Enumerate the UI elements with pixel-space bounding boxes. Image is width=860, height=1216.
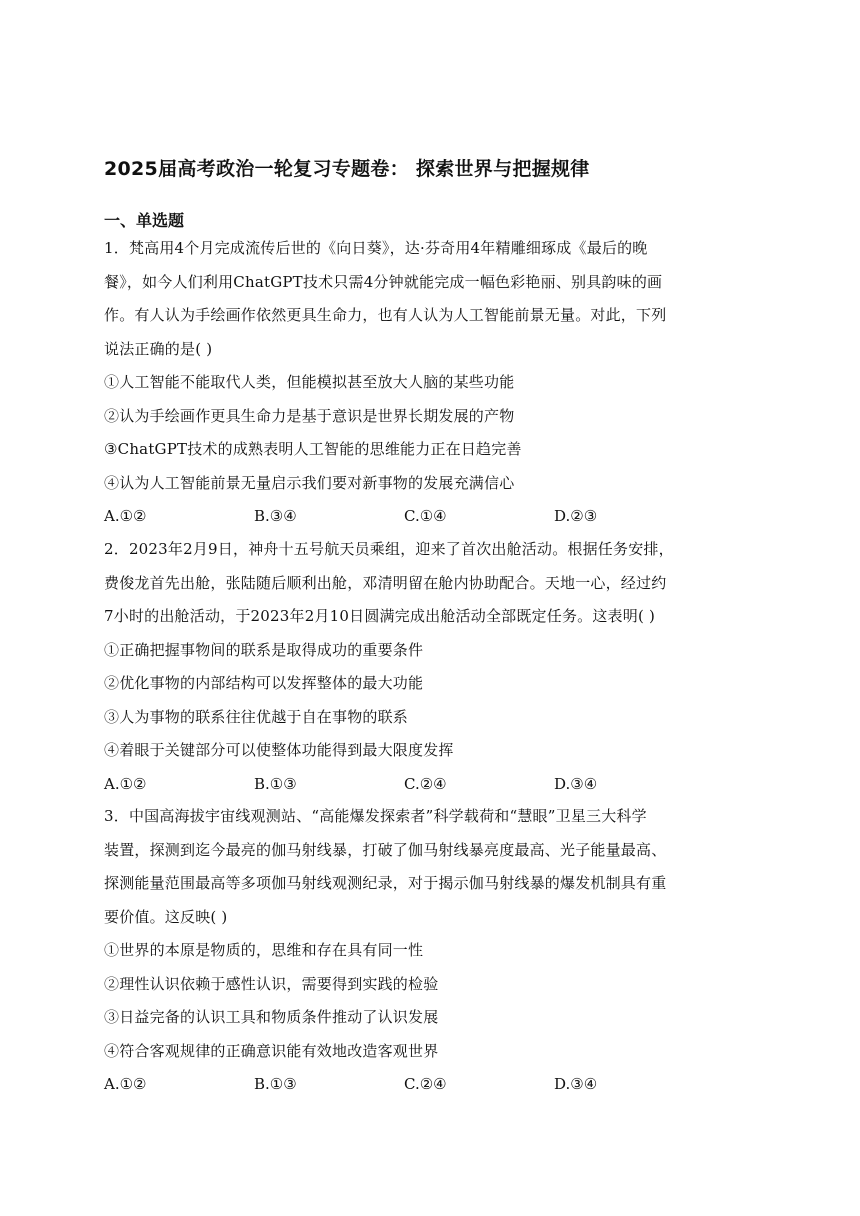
question-stem-line: 7小时的出舱活动，于2023年2月10日圆满完成出舱活动全部既定任务。这表明( ) — [104, 607, 656, 625]
page-title: 2025届高考政治一轮复习专题卷： 探索世界与把握规律 — [104, 158, 590, 180]
answer-options — [104, 768, 760, 802]
question-stem-line: 作。有人认为手绘画作依然更具生命力，也有人认为人工智能前景无量。对此，下列 — [104, 306, 667, 324]
statement-item: ②理性认识依赖于感性认识，需要得到实践的检验 — [104, 974, 439, 993]
question-3 — [104, 800, 760, 1102]
option-b: B.①③ — [254, 1075, 297, 1093]
statement-item: ③ChatGPT技术的成熟表明人工智能的思维能力正在日趋完善 — [104, 440, 522, 458]
option-d: D.③④ — [554, 1075, 598, 1093]
option-d: D.③④ — [554, 774, 598, 793]
answer-options — [104, 500, 760, 534]
question-stem-line: 费俊龙首先出舱，张陆随后顺利出舱，邓清明留在舱内协助配合。天地一心，经过约 — [104, 573, 667, 592]
statement-item: ③日益完备的认识工具和物质条件推动了认识发展 — [104, 1008, 439, 1026]
statement-item: ②认为手绘画作更具生命力是基于意识是世界长期发展的产物 — [104, 406, 515, 425]
statement-item: ①世界的本原是物质的，思维和存在具有同一性 — [104, 941, 424, 959]
statement-item: ②优化事物的内部结构可以发挥整体的最大功能 — [104, 674, 424, 692]
statement-item: ④符合客观规律的正确意识能有效地改造客观世界 — [104, 1041, 439, 1060]
option-d: D.②③ — [554, 507, 598, 525]
question-stem-line: 1．梵高用4个月完成流传后世的《向日葵》，达·芬奇用4年精雕细琢成《最后的晚 — [104, 239, 648, 257]
question-stem-line: 说法正确的是( ) — [104, 339, 213, 358]
option-a: A.①② — [104, 774, 147, 793]
question-1 — [104, 232, 760, 534]
question-stem-line: 2．2023年2月9日，神舟十五号航天员乘组，迎来了首次出舱活动。根据任务安排， — [104, 540, 674, 558]
option-c: C.②④ — [404, 774, 447, 793]
answer-options — [104, 1068, 760, 1102]
option-b: B.③④ — [254, 507, 297, 525]
question-stem-line: 餐》，如今人们利用ChatGPT技术只需4分钟就能完成一幅色彩艳丽、别具韵味的画 — [104, 272, 663, 291]
question-stem-line: 装置，探测到迄今最亮的伽马射线暴，打破了伽马射线暴亮度最高、光子能量最高、 — [104, 840, 667, 859]
question-stem-line: 要价值。这反映( ) — [104, 907, 228, 926]
option-c: C.②④ — [404, 1075, 447, 1093]
statement-item: ①人工智能不能取代人类，但能模拟甚至放大人脑的某些功能 — [104, 373, 515, 391]
statement-item: ④着眼于关键部分可以使整体功能得到最大限度发挥 — [104, 741, 454, 759]
statement-item: ④认为人工智能前景无量启示我们要对新事物的发展充满信心 — [104, 473, 515, 492]
question-stem-line: 探测能量范围最高等多项伽马射线观测纪录，对于揭示伽马射线暴的爆发机制具有重 — [104, 874, 667, 892]
option-c: C.①④ — [404, 507, 447, 525]
statement-item: ③人为事物的联系往往优越于自在事物的联系 — [104, 707, 409, 726]
statement-item: ①正确把握事物间的联系是取得成功的重要条件 — [104, 640, 424, 659]
question-stem-line: 3．中国高海拔宇宙线观测站、“高能爆发探索者”科学载荷和“慧眼”卫星三大科学 — [104, 807, 647, 825]
question-2 — [104, 533, 760, 801]
option-a: A.①② — [104, 507, 147, 525]
option-b: B.①③ — [254, 774, 297, 793]
section-heading: 一、单选题 — [104, 211, 185, 230]
option-a: A.①② — [104, 1075, 147, 1093]
